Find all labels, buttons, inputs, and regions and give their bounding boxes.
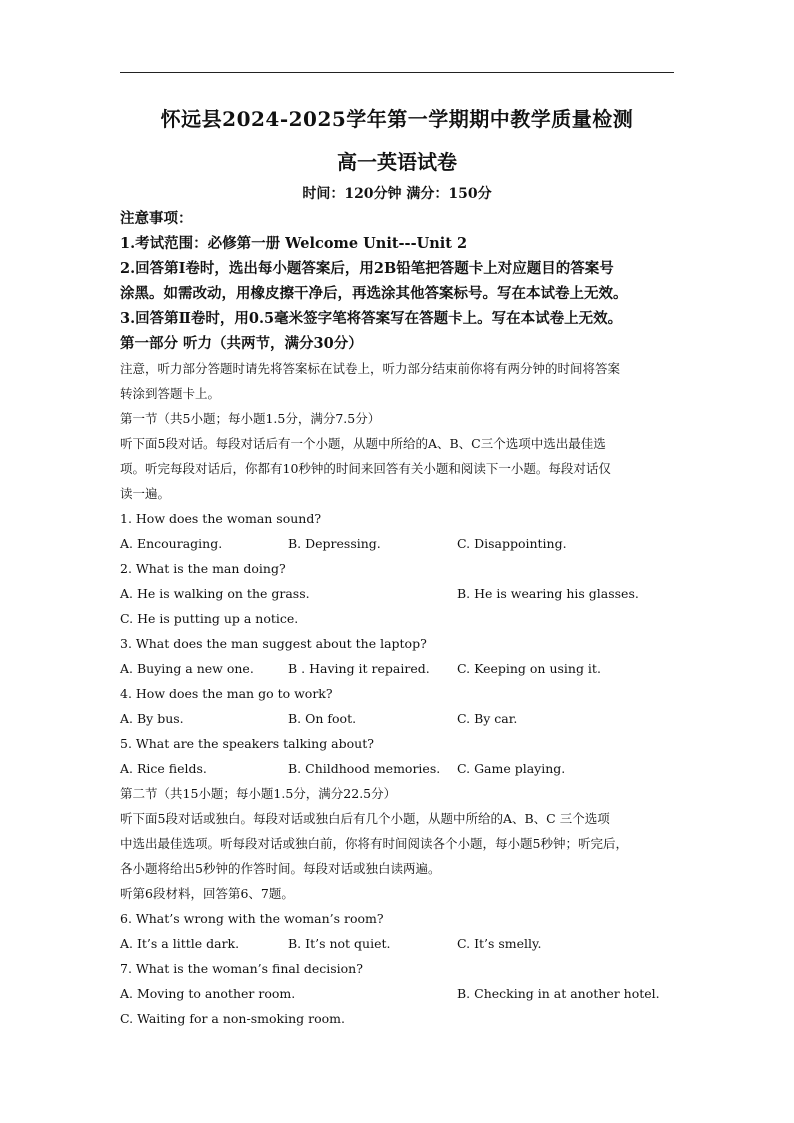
option-a: A. Encouraging. — [120, 536, 223, 551]
question-options — [120, 581, 680, 606]
question-options — [120, 706, 680, 731]
section2-heading: 第二节（共15小题；每小题1.5分，满分22.5分） — [120, 786, 397, 801]
option-b: B. He is wearing his glasses. — [457, 586, 639, 601]
notes-heading: 注意事项： — [120, 210, 193, 227]
question-stem: 2. What is the man doing? — [120, 561, 286, 576]
exam-body — [120, 206, 680, 1031]
section2-instructions: 各小题将给出5秒钟的作答时间。每段对话或独白读两遍。 — [120, 861, 441, 876]
option-a: A. Buying a new one. — [120, 661, 254, 676]
option-a: A. He is walking on the grass. — [120, 586, 310, 601]
note-item: 2.回答第Ⅰ卷时，选出每小题答案后，用2B铅笔把答题卡上对应题目的答案号 — [120, 260, 614, 277]
option-a: A. By bus. — [120, 711, 184, 726]
question-options — [120, 756, 680, 781]
part1-note: 转涂到答题卡上。 — [120, 386, 221, 401]
option-a: A. Rice fields. — [120, 761, 207, 776]
option-c: C. Waiting for a non-smoking room. — [120, 1011, 345, 1026]
header-rule — [120, 72, 674, 73]
question-stem: 4. How does the man go to work? — [120, 686, 333, 701]
question-stem: 7. What is the woman’s final decision? — [120, 961, 363, 976]
option-b: B. Checking in at another hotel. — [457, 986, 660, 1001]
section1-instructions: 听下面5段对话。每段对话后有一个小题，从题中所给的A、B、C三个选项中选出最佳选 — [120, 436, 606, 451]
question-options — [120, 931, 680, 956]
option-b: B. It’s not quiet. — [288, 936, 391, 951]
section1-instructions: 项。听完每段对话后，你都有10秒钟的时间来回答有关小题和阅读下一小题。每段对话仅 — [120, 461, 611, 476]
part1-note: 注意，听力部分答题时请先将答案标在试卷上，听力部分结束前你将有两分钟的时间将答案 — [120, 361, 621, 376]
note-item: 3.回答第Ⅱ卷时，用0.5毫米签字笔将答案写在答题卡上。写在本试卷上无效。 — [120, 310, 623, 327]
section2-instructions: 中选出最佳选项。听每段对话或独白前，你将有时间阅读各个小题，每小题5秒钟；听完后， — [120, 836, 628, 851]
note-item: 1.考试范围：必修第一册 Welcome Unit---Unit 2 — [120, 235, 468, 252]
option-c: C. Disappointing. — [457, 536, 567, 551]
question-stem: 6. What’s wrong with the woman’s room? — [120, 911, 384, 926]
option-a: A. It’s a little dark. — [120, 936, 240, 951]
part1-heading: 第一部分 听力（共两节，满分30分） — [120, 335, 363, 352]
question-options — [120, 1006, 680, 1031]
question-options — [120, 531, 680, 556]
material-note: 听第6段材料，回答第6、7题。 — [120, 886, 294, 901]
question-options — [120, 656, 680, 681]
option-c: C. Game playing. — [457, 761, 566, 776]
exam-subtitle: 高一英语试卷 — [337, 150, 457, 174]
exam-title: 怀远县2024-2025学年第一学期期中教学质量检测 — [160, 107, 634, 131]
option-c: C. By car. — [457, 711, 518, 726]
time-and-score: 时间：120分钟 满分：150分 — [302, 186, 492, 202]
question-stem: 5. What are the speakers talking about? — [120, 736, 374, 751]
section2-instructions: 听下面5段对话或独白。每段对话或独白后有几个小题，从题中所给的A、B、C 三个选项 — [120, 811, 610, 826]
option-b: B. Depressing. — [288, 536, 381, 551]
question-options — [120, 606, 680, 631]
option-c: C. He is putting up a notice. — [120, 611, 299, 626]
option-b: B. Childhood memories. — [288, 761, 441, 776]
question-stem: 3. What does the man suggest about the laptop? — [120, 636, 427, 651]
section1-instructions: 读一遍。 — [120, 486, 171, 501]
option-c: C. It’s smelly. — [457, 936, 542, 951]
section1-heading: 第一节（共5小题；每小题1.5分，满分7.5分） — [120, 411, 381, 426]
question-options — [120, 981, 680, 1006]
option-a: A. Moving to another room. — [120, 986, 296, 1001]
option-c: C. Keeping on using it. — [457, 661, 601, 676]
question-stem: 1. How does the woman sound? — [120, 511, 322, 526]
note-item: 涂黑。如需改动，用橡皮擦干净后，再选涂其他答案标号。写在本试卷上无效。 — [120, 285, 628, 302]
option-b: B. On foot. — [288, 711, 357, 726]
option-b: B . Having it repaired. — [288, 661, 430, 676]
